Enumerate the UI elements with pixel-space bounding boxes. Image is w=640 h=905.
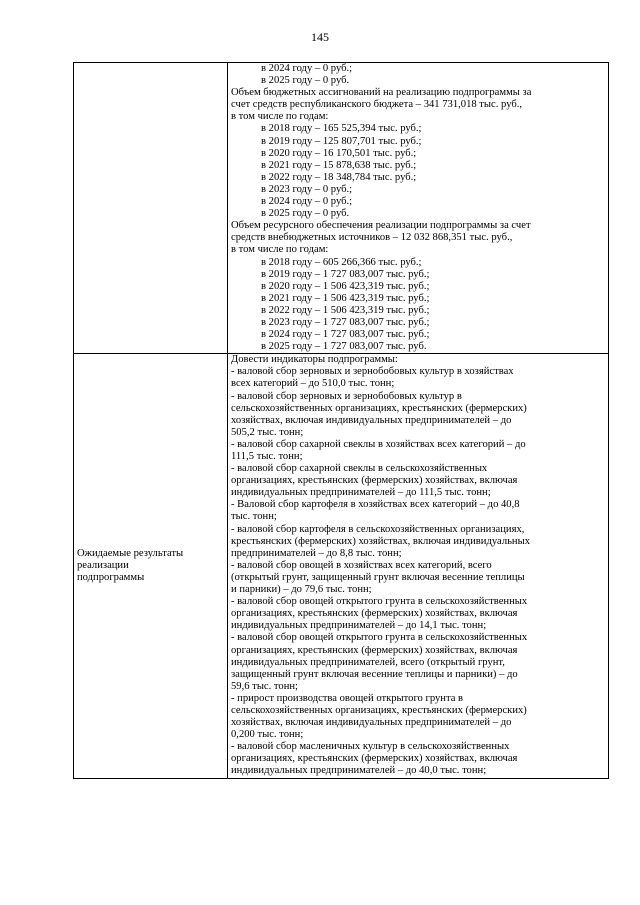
year-amount-line: в 2025 году – 0 руб. <box>261 75 350 87</box>
year-amount-line: в 2024 году – 1 727 083,007 тыс. руб.; <box>261 329 430 341</box>
financing-top-lines <box>231 63 605 87</box>
label-line: Ожидаемые результаты <box>77 547 184 559</box>
year-amount-line: в 2018 году – 605 266,366 тыс. руб.; <box>261 256 422 268</box>
financing-content-cell <box>228 63 609 354</box>
subprogram-table <box>73 62 609 779</box>
result-line: индивидуальных предпринимателей – до 14,1 тыс. тонн; <box>231 620 487 632</box>
result-line: защищенный грунт включая весенние теплицы и парники) – до <box>231 668 518 680</box>
year-amount-line: в 2023 году – 0 руб.; <box>261 183 353 195</box>
result-line: - валовой сбор овощей в хозяйствах всех категорий, всего <box>231 559 492 571</box>
result-line: организациях, крестьянских (фермерских) хозяйствах, включая <box>231 608 518 620</box>
extrabudget-intro <box>231 220 605 256</box>
text-line: Объем ресурсного обеспечения реализации подпрограммы за счет <box>231 220 531 232</box>
results-row <box>74 354 609 778</box>
year-amount-line: в 2024 году – 0 руб.; <box>261 63 353 74</box>
text-line: в том числе по годам: <box>231 244 329 256</box>
text-line: счет средств республиканского бюджета – 341 731,018 тыс. руб., <box>231 99 523 111</box>
year-amount-line: в 2023 году – 1 727 083,007 тыс. руб.; <box>261 316 430 328</box>
result-line: - валовой сбор зерновых и зернобобовых культур в <box>231 390 462 402</box>
result-line: 505,2 тыс. тонн; <box>231 426 304 438</box>
results-label-cell <box>74 354 228 778</box>
year-amount-line: в 2022 году – 18 348,784 тыс. руб.; <box>261 171 417 183</box>
year-amount-line: в 2020 году – 1 506 423,319 тыс. руб.; <box>261 280 430 292</box>
year-amount-line: в 2021 году – 1 506 423,319 тыс. руб.; <box>261 292 430 304</box>
text-line: Объем бюджетных ассигнований на реализацию подпрограммы за <box>231 87 532 99</box>
result-line: - валовой сбор овощей открытого грунта в сельскохозяйственных <box>231 632 528 644</box>
year-amount-line: в 2018 году – 165 525,394 тыс. руб.; <box>261 123 422 135</box>
result-line: - валовой сбор зерновых и зернобобовых культур в хозяйствах <box>231 366 514 378</box>
republican-budget-years <box>231 123 605 220</box>
result-line: хозяйствах, включая индивидуальных предпринимателей – до <box>231 717 512 729</box>
label-line: реализации <box>77 559 129 571</box>
result-line: индивидуальных предпринимателей, всего (открытый грунт, <box>231 656 505 668</box>
result-line: - валовой сбор сахарной свеклы в хозяйствах всех категорий – до <box>231 438 526 450</box>
result-line: организациях, крестьянских (фермерских) хозяйствах, включая <box>231 644 518 656</box>
results-content-cell <box>228 354 609 778</box>
text-line: в том числе по годам: <box>231 111 329 123</box>
result-line: индивидуальных предпринимателей – до 111,5 тыс. тонн; <box>231 487 491 499</box>
result-line: 111,5 тыс. тонн; <box>231 451 303 462</box>
result-line: - Валовой сбор картофеля в хозяйствах всех категорий – до 40,8 <box>231 499 520 511</box>
year-amount-line: в 2019 году – 1 727 083,007 тыс. руб.; <box>261 268 430 280</box>
result-line: и парники) – до 79,6 тыс. тонн; <box>231 584 372 596</box>
result-line: - прирост производства овощей открытого грунта в <box>231 692 464 704</box>
year-amount-line: в 2019 году – 125 807,701 тыс. руб.; <box>261 135 422 147</box>
result-line: предпринимателей – до 8,8 тыс. тонн; <box>231 547 402 559</box>
republican-budget-intro <box>231 87 605 123</box>
result-line: индивидуальных предпринимателей – до 40,0 тыс. тонн; <box>231 765 487 777</box>
year-amount-line: в 2022 году – 1 506 423,319 тыс. руб.; <box>261 304 430 316</box>
result-line: 0,200 тыс. тонн; <box>231 729 304 741</box>
result-line: всех категорий – до 510,0 тыс. тонн; <box>231 378 395 390</box>
label-line: подпрограммы <box>77 571 145 583</box>
result-line: тыс. тонн; <box>231 511 277 523</box>
result-line: - валовой сбор картофеля в сельскохозяйственных организациях, <box>231 523 525 535</box>
result-line: - валовой сбор сахарной свеклы в сельскохозяйственных <box>231 463 488 475</box>
result-line: сельскохозяйственных организациях, крестьянских (фермерских) <box>231 704 527 716</box>
page-number: 145 <box>311 30 329 44</box>
year-amount-line: в 2025 году – 1 727 083,007 тыс. руб. <box>261 341 427 353</box>
year-amount-line: в 2021 году – 15 878,638 тыс. руб.; <box>261 159 417 171</box>
result-line: - валовой сбор овощей открытого грунта в сельскохозяйственных <box>231 596 528 608</box>
result-line: 59,6 тыс. тонн; <box>231 680 299 692</box>
result-line: (открытый грунт, защищенный грунт включая весенние теплицы <box>231 571 525 583</box>
result-line: организациях, крестьянских (фермерских) хозяйствах, включая <box>231 475 518 487</box>
result-line: хозяйствах, включая индивидуальных предпринимателей – до <box>231 414 512 426</box>
result-line: - валовой сбор масленичных культур в сельскохозяйственных <box>231 741 510 753</box>
result-line: сельскохозяйственных организациях, крестьянских (фермерских) <box>231 402 527 414</box>
year-amount-line: в 2020 году – 16 170,501 тыс. руб.; <box>261 147 417 159</box>
financing-label-cell <box>74 63 228 354</box>
year-amount-line: в 2024 году – 0 руб.; <box>261 196 353 208</box>
year-amount-line: в 2025 году – 0 руб. <box>261 208 350 220</box>
text-line: средств внебюджетных источников – 12 032 868,351 тыс. руб., <box>231 232 513 244</box>
result-line: организациях, крестьянских (фермерских) хозяйствах, включая <box>231 753 518 765</box>
result-line: Довести индикаторы подпрограммы: <box>231 354 398 366</box>
financing-row <box>74 63 609 354</box>
extrabudget-years <box>231 257 605 354</box>
result-line: крестьянских (фермерских) хозяйствах, включая индивидуальных <box>231 535 531 547</box>
